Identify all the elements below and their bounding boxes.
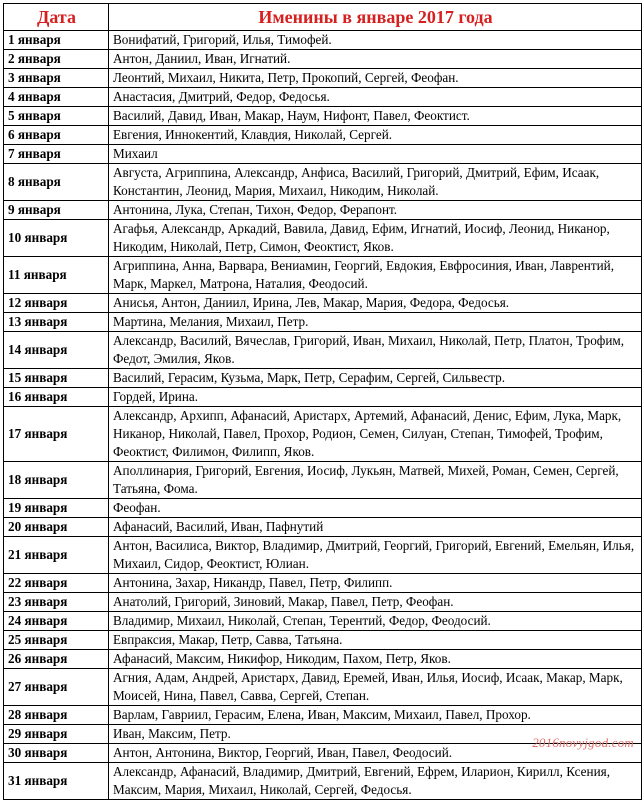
table-row — [4, 257, 642, 294]
names-cell: Евгения, Иннокентий, Клавдия, Николай, Сергей. — [109, 126, 642, 145]
date-cell: 19 января — [4, 499, 109, 518]
names-cell: Аполлинария, Григорий, Евгения, Иосиф, Лукьян, Матвей, Михей, Роман, Семен, Сергей, Татьяна, Фома. — [109, 462, 642, 499]
names-cell: Антонина, Лука, Степан, Тихон, Федор, Ферапонт. — [109, 201, 642, 220]
date-cell: 23 января — [4, 593, 109, 612]
table-row — [4, 220, 642, 257]
table-row — [4, 50, 642, 69]
table-row — [4, 69, 642, 88]
table-row — [4, 332, 642, 369]
names-cell: Агриппина, Анна, Варвара, Вениамин, Георгий, Евдокия, Евфросиния, Иван, Лаврентий, Марк, Маркел, Матрона, Наталия, Феодосий. — [109, 257, 642, 294]
date-cell: 13 января — [4, 313, 109, 332]
table-row — [4, 388, 642, 407]
table-row — [4, 107, 642, 126]
names-cell: Владимир, Михаил, Николай, Степан, Терентий, Федор, Феодосий. — [109, 612, 642, 631]
table-row — [4, 706, 642, 725]
table-body — [4, 31, 642, 800]
table-row — [4, 650, 642, 669]
table-row — [4, 164, 642, 201]
date-cell: 12 января — [4, 294, 109, 313]
names-cell: Анастасия, Дмитрий, Федор, Федосья. — [109, 88, 642, 107]
names-cell: Александр, Афанасий, Владимир, Дмитрий, Евгений, Ефрем, Иларион, Кирилл, Ксения, Максим, Мария, Михаил, Николай, Сергей, Федосья. — [109, 763, 642, 800]
header-row — [4, 4, 642, 31]
date-cell: 15 января — [4, 369, 109, 388]
names-cell: Антон, Василиса, Виктор, Владимир, Дмитрий, Георгий, Григорий, Евгений, Емельян, Илья, Михаил, Сидор, Феоктист, Юлиан. — [109, 537, 642, 574]
table-row — [4, 31, 642, 50]
table-row — [4, 369, 642, 388]
table-row — [4, 201, 642, 220]
date-cell: 20 января — [4, 518, 109, 537]
table-row — [4, 313, 642, 332]
column-header-date: Дата — [4, 4, 109, 31]
date-cell: 17 января — [4, 407, 109, 462]
names-cell: Августа, Агриппина, Александр, Анфиса, Василий, Григорий, Дмитрий, Ефим, Исаак, Константин, Леонид, Мария, Михаил, Никодим, Николай. — [109, 164, 642, 201]
date-cell: 10 января — [4, 220, 109, 257]
date-cell: 21 января — [4, 537, 109, 574]
date-cell: 30 января — [4, 744, 109, 763]
date-cell: 29 января — [4, 725, 109, 744]
date-cell: 27 января — [4, 669, 109, 706]
table-row — [4, 669, 642, 706]
table-row — [4, 462, 642, 499]
names-cell: Мартина, Мелания, Михаил, Петр. — [109, 313, 642, 332]
names-cell: Агафья, Александр, Аркадий, Вавила, Давид, Ефим, Игнатий, Иосиф, Леонид, Никанор, Никодим, Николай, Петр, Симон, Феоктист, Яков. — [109, 220, 642, 257]
names-cell: Антон, Антонина, Виктор, Георгий, Иван, Павел, Феодосий. — [109, 744, 642, 763]
date-cell: 25 января — [4, 631, 109, 650]
date-cell: 31 января — [4, 763, 109, 800]
names-cell: Феофан. — [109, 499, 642, 518]
names-cell: Александр, Василий, Вячеслав, Григорий, Иван, Михаил, Николай, Петр, Платон, Трофим, Федот, Эмилия, Яков. — [109, 332, 642, 369]
names-cell: Василий, Давид, Иван, Макар, Наум, Нифонт, Павел, Феоктист. — [109, 107, 642, 126]
table-row — [4, 574, 642, 593]
table-row — [4, 518, 642, 537]
date-cell: 2 января — [4, 50, 109, 69]
names-cell: Анатолий, Григорий, Зиновий, Макар, Павел, Петр, Феофан. — [109, 593, 642, 612]
table-title: Именины в январе 2017 года — [109, 4, 642, 31]
date-cell: 4 января — [4, 88, 109, 107]
table-row — [4, 126, 642, 145]
table-row — [4, 145, 642, 164]
table-row — [4, 294, 642, 313]
table-row — [4, 631, 642, 650]
names-cell: Антон, Даниил, Иван, Игнатий. — [109, 50, 642, 69]
names-cell: Вонифатий, Григорий, Илья, Тимофей. — [109, 31, 642, 50]
date-cell: 3 января — [4, 69, 109, 88]
site-watermark: 2016novyjgod.com — [532, 735, 634, 750]
date-cell: 11 января — [4, 257, 109, 294]
date-cell: 6 января — [4, 126, 109, 145]
table-row — [4, 88, 642, 107]
names-cell: Михаил — [109, 145, 642, 164]
date-cell: 28 января — [4, 706, 109, 725]
date-cell: 7 января — [4, 145, 109, 164]
names-cell: Агния, Адам, Андрей, Аристарх, Давид, Еремей, Иван, Илья, Иосиф, Исаак, Макар, Марк, Моисей, Нина, Павел, Савва, Сергей, Степан. — [109, 669, 642, 706]
table-row — [4, 499, 642, 518]
table-row — [4, 593, 642, 612]
table-row — [4, 612, 642, 631]
names-cell: Антонина, Захар, Никандр, Павел, Петр, Филипп. — [109, 574, 642, 593]
date-cell: 9 января — [4, 201, 109, 220]
date-cell: 16 января — [4, 388, 109, 407]
names-cell: Варлам, Гавриил, Герасим, Елена, Иван, Максим, Михаил, Павел, Прохор. — [109, 706, 642, 725]
date-cell: 1 января — [4, 31, 109, 50]
date-cell: 14 января — [4, 332, 109, 369]
names-cell: Леонтий, Михаил, Никита, Петр, Прокопий, Сергей, Феофан. — [109, 69, 642, 88]
table-row — [4, 763, 642, 800]
names-cell: Иван, Максим, Петр. — [109, 725, 642, 744]
names-cell: Афанасий, Максим, Никифор, Никодим, Пахом, Петр, Яков. — [109, 650, 642, 669]
date-cell: 8 января — [4, 164, 109, 201]
names-cell: Александр, Архипп, Афанасий, Аристарх, Артемий, Афанасий, Денис, Ефим, Лука, Марк, Никанор, Николай, Павел, Прохор, Родион, Семен, Силуан, Степан, Тимофей, Трофим, Феоктист, Филимон, Филипп, Яков. — [109, 407, 642, 462]
date-cell: 5 января — [4, 107, 109, 126]
names-cell: Афанасий, Василий, Иван, Пафнутий — [109, 518, 642, 537]
names-cell: Анисья, Антон, Даниил, Ирина, Лев, Макар, Мария, Федора, Федосья. — [109, 294, 642, 313]
date-cell: 24 января — [4, 612, 109, 631]
date-cell: 18 января — [4, 462, 109, 499]
table-row — [4, 407, 642, 462]
names-cell: Василий, Герасим, Кузьма, Марк, Петр, Серафим, Сергей, Сильвестр. — [109, 369, 642, 388]
date-cell: 22 января — [4, 574, 109, 593]
date-cell: 26 января — [4, 650, 109, 669]
name-days-table — [3, 3, 642, 800]
names-cell: Евпраксия, Макар, Петр, Савва, Татьяна. — [109, 631, 642, 650]
names-cell: Гордей, Ирина. — [109, 388, 642, 407]
table-row — [4, 537, 642, 574]
